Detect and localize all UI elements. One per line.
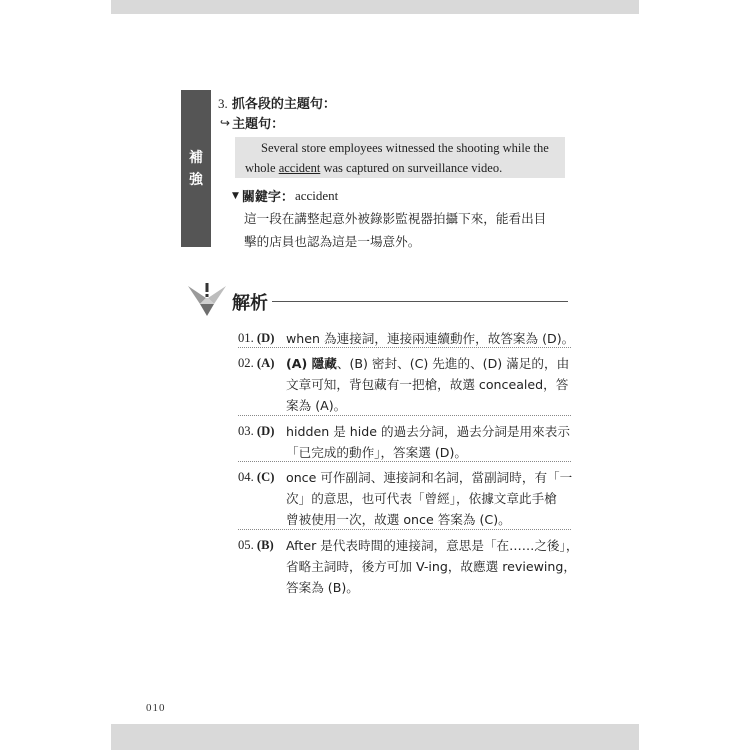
- explanation-line: 案為 (A)。: [286, 398, 347, 413]
- topic-sentence-box: [235, 137, 565, 178]
- dotted-divider: [238, 415, 571, 416]
- topic-sentence-line-2-pre: whole: [245, 161, 279, 175]
- topic-sentence-line-2-post: was captured on surveillance video.: [320, 161, 503, 175]
- triangle-bullet-icon: ▼: [232, 190, 239, 201]
- explanation-line-rest: 、(B) 密封、(C) 先進的、(D) 滿足的，由: [336, 356, 570, 371]
- analysis-section-title: 解析: [232, 293, 268, 314]
- explanation-line: 「已完成的動作」，答案選 (D)。: [286, 445, 467, 460]
- question-number: 01.: [238, 331, 254, 345]
- topic-sentence-line-1: Several store employees witnessed the shooting while the: [261, 141, 549, 155]
- answer-number: [238, 535, 274, 556]
- topic-sentence-line-2: [245, 161, 502, 175]
- keyword-description: [244, 207, 569, 253]
- explanation-line: [286, 353, 574, 374]
- return-arrow-icon: ↪: [220, 115, 231, 130]
- explanation-line: 曾被使用一次，故選 once 答案為 (C)。: [286, 512, 511, 527]
- keyword-heading: [232, 186, 338, 205]
- answer-explanation: [286, 421, 574, 463]
- side-tab-char-2: 強: [189, 171, 203, 188]
- section-title-rule: [272, 301, 568, 302]
- bottom-margin-bar: [111, 724, 639, 750]
- answer-explanation: [286, 353, 574, 416]
- answer-explanation: [286, 467, 574, 530]
- explanation-line: 省略主詞時，後方可加 V-ing，故應選 reviewing，: [286, 559, 576, 574]
- dotted-divider: [238, 529, 571, 530]
- point-number: 3.: [218, 96, 228, 111]
- answer-letter: (D): [256, 424, 275, 438]
- keyword-value: accident: [294, 187, 339, 203]
- supplement-side-tab: [181, 90, 211, 247]
- answer-explanation: [286, 535, 579, 598]
- topic-sentence-heading: [220, 113, 284, 132]
- bold-answer-term: (A) 隱藏: [286, 356, 337, 371]
- top-margin-bar: [111, 0, 639, 14]
- explanation-line: 次」的意思，也可代表「曾經」，依據文章此手槍: [286, 491, 557, 506]
- keyword-desc-line-2: 擊的店員也認為這是一場意外。: [244, 234, 421, 249]
- explanation-line: when 為連接詞，連接兩連續動作，故答案為 (D)。: [286, 331, 575, 346]
- answer-number: [238, 467, 274, 488]
- answer-letter: (C): [256, 470, 275, 484]
- question-number: 02.: [238, 356, 254, 370]
- dotted-divider: [238, 347, 571, 348]
- answer-letter: (A): [256, 356, 275, 370]
- explanation-line: After 是代表時間的連接詞，意思是「在……之後」，: [286, 538, 579, 553]
- explanation-line: once 可作副詞、連接詞和名詞，當副詞時，有「一: [286, 470, 573, 485]
- topic-sentence-label: 主題句：: [232, 117, 285, 132]
- page-number: 010: [146, 702, 166, 714]
- answer-letter: (B): [256, 538, 274, 552]
- answer-explanation: [286, 328, 574, 349]
- explanation-line: 文章可知，背包藏有一把槍，故選 concealed，答: [286, 377, 569, 392]
- answer-number: [238, 421, 274, 442]
- dotted-divider: [238, 461, 571, 462]
- question-number: 05.: [238, 538, 254, 552]
- answer-letter: (D): [256, 331, 275, 345]
- explanation-line: 答案為 (B)。: [286, 580, 359, 595]
- side-tab-char-1: 補: [189, 149, 203, 166]
- point-title: 抓各段的主題句：: [231, 97, 336, 112]
- answer-number: [238, 328, 274, 349]
- exclamation-bird-icon: [186, 280, 228, 320]
- explanation-line: hidden 是 hide 的過去分詞，過去分詞是用來表示: [286, 424, 570, 439]
- point-heading: [218, 93, 336, 112]
- keyword-label: 關鍵字：: [241, 190, 294, 205]
- question-number: 03.: [238, 424, 254, 438]
- keyword-desc-line-1: 這一段在講整起意外被錄影監視器拍攝下來，能看出目: [244, 211, 547, 226]
- answer-number: [238, 353, 274, 374]
- topic-keyword-underlined: accident: [278, 161, 321, 175]
- question-number: 04.: [238, 470, 254, 484]
